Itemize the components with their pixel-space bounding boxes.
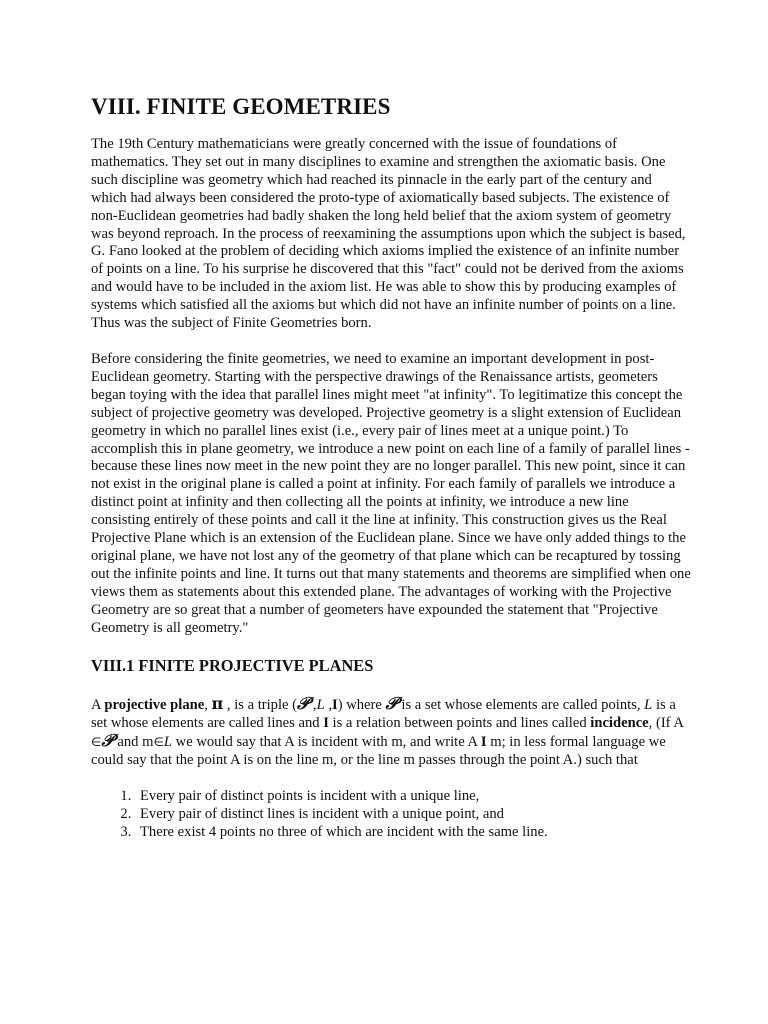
- pi-symbol: π: [211, 694, 224, 714]
- axiom-item: 2. Every pair of distinct lines is incident with a unique point, and: [135, 806, 691, 824]
- script-p-symbol: 𝒫: [297, 694, 310, 715]
- section-heading: VIII.1 FINITE PROJECTIVE PLANES: [91, 656, 374, 676]
- definition-text: is a relation between points and lines called: [328, 715, 591, 732]
- lines-set-symbol: L: [316, 697, 325, 714]
- element-of-symbol: ∈: [91, 735, 102, 750]
- document-page: [91, 92, 691, 842]
- term-incidence: incidence: [590, 715, 649, 732]
- definition-text: ,: [204, 697, 212, 714]
- definition-text: is a set whose elements are called points,: [397, 697, 645, 714]
- definition-text: m; in less formal language we could say that the point A is on the line m, or the line m passes through the point A.) such that: [91, 734, 666, 769]
- definition-text: A: [91, 697, 105, 714]
- projective-geometry-paragraph: Before considering the finite geometries, we need to examine an important development in post-Euclidean geometry. Starting with the perspective drawings of the Renaissance artists, geometers began toying with the idea that parallel lines might meet "at infinity". To legitimatize this concept the subject of projective geometry was developed. Projective geometry is a slight extension of Euclidean geometry in which no parallel lines exist (i.e., every pair of lines meet at a unique point.) To accomplish this in plane geometry, we introduce a new point on each line of a family of parallel lines - because these lines now meet in the new point they are no longer parallel. This new point, since it can not exist in the original plane is called a point at infinity. For each family of parallels we introduce a distinct point at infinity and then collecting all the points at infinity, we introduce a new line consisting entirely of these points and call it the line at infinity. This construction gives us the Real Projective Plane which is an extension of the Euclidean plane. Since we have only added things to the original plane, we have not lost any of the geometry of that plane which can be recaptured by tossing out the infinite points and line. It turns out that many statements and theorems are simplified when one views them as statements about this extended plane. The advantages of working with the Projective Geometry are so great that a number of geometers have expounded the statement that "Projective Geometry is all geometry.": [91, 350, 691, 636]
- intro-paragraph: The 19th Century mathematicians were greatly concerned with the issue of foundations of mathematics. They set out in many disciplines to examine and strengthen the axiomatic basis. One such discipline was geometry which had reached its pinnacle in the early part of the century and which had always been considered the proto-type of axiomatically based subjects. The existence of non-Euclidean geometries had badly shaken the long held belief that the axiom system of geometry was beyond reproach. In the process of reexamining the assumptions upon which the subject is based, G. Fano looked at the problem of deciding which axioms implied the existence of an infinite number of points on a line. To his surprise he discovered that this "fact" could not be derived from the axioms and would have to be included in the axiom list. He was able to show this by producing examples of systems which satisfied all the axioms but which did not have an infinite number of points on a line. Thus was the subject of Finite Geometries born.: [91, 136, 686, 332]
- incidence-symbol: I: [332, 697, 338, 714]
- lines-set-symbol: L: [644, 697, 653, 714]
- definition-text: , (If A: [648, 715, 684, 732]
- term-projective-plane: projective plane: [104, 697, 205, 714]
- axiom-list: [91, 788, 691, 842]
- script-p-symbol: 𝒫: [385, 694, 398, 715]
- incidence-symbol: I: [480, 734, 487, 751]
- script-p-symbol: 𝒫: [101, 731, 114, 752]
- definition-text: is a set whose elements are called lines and: [91, 697, 676, 732]
- definition-paragraph: [91, 695, 691, 770]
- definition-text: ,: [309, 697, 317, 714]
- lines-set-symbol: L: [163, 734, 173, 751]
- definition-text: and m: [113, 734, 154, 751]
- definition-text: we would say that A is incident with m, and write A: [172, 734, 481, 751]
- definition-text: , is a triple (: [223, 697, 298, 714]
- definition-text: ) where: [337, 697, 386, 714]
- incidence-symbol: I: [323, 715, 329, 732]
- chapter-heading: VIII. FINITE GEOMETRIES: [91, 94, 391, 119]
- axiom-item: 1. Every pair of distinct points is incident with a unique line,: [135, 788, 691, 806]
- element-of-symbol: ∈: [153, 735, 164, 750]
- axiom-item: 3. There exist 4 points no three of which are incident with the same line.: [135, 824, 691, 842]
- definition-text: ,: [324, 697, 332, 714]
